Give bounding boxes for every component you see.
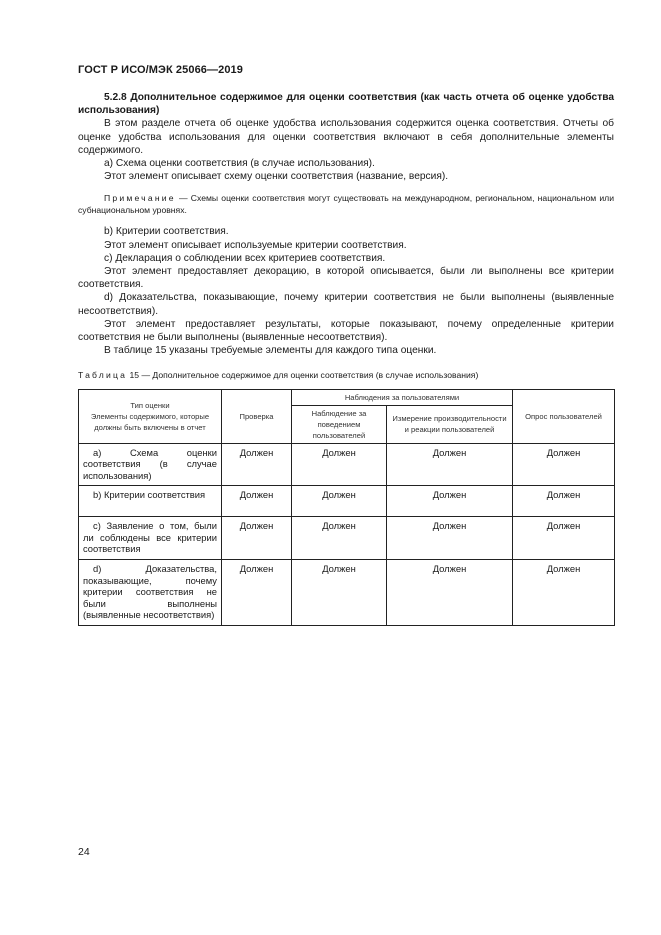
- page-number: 24: [78, 846, 90, 858]
- header-check: Проверка: [222, 389, 292, 443]
- list-item-c: с) Декларация о соблюдении всех критериев соответствия.: [104, 252, 386, 264]
- table-caption-label: Таблица: [78, 370, 128, 381]
- header-behavior-observation: Наблюдение за поведением пользователей: [292, 405, 387, 443]
- header-user-observations: Наблюдения за пользователями: [292, 389, 513, 405]
- cell-value: Должен: [222, 486, 292, 517]
- header-user-survey: Опрос пользователей: [513, 389, 615, 443]
- cell-value: Должен: [387, 517, 513, 560]
- row-label: а) Схема оценки соответствия (в случае использования): [79, 443, 222, 486]
- paragraph: Этот элемент предоставляет декорацию, в которой описывается, были ли выполнены все критерии соответствия.: [78, 266, 614, 291]
- cell-value: Должен: [222, 517, 292, 560]
- section-heading: 5.2.8 Дополнительное содержимое для оценки соответствия (как часть отчета об оценке удобства использования): [78, 92, 614, 117]
- row-label: с) Заявление о том, были ли соблюдены все критерии соответствия: [79, 517, 222, 560]
- cell-value: Должен: [513, 517, 615, 560]
- note: [78, 192, 614, 216]
- list-item-a: а) Схема оценки соответствия (в случае использования).: [104, 158, 375, 170]
- table-caption-text: 15 — Дополнительное содержимое для оценки соответствия (в случае использования): [127, 370, 479, 381]
- paragraph: Этот элемент описывает используемые критерии соответствия.: [104, 239, 407, 251]
- cell-value: Должен: [292, 486, 387, 517]
- header-content-elements: Элементы содержимого, которые должны быть включены в отчет: [90, 411, 210, 432]
- paragraph: В этом разделе отчета об оценке удобства использования содержится оценка соответствия. Отчеты об оценке удобства использования для оценки соответствия включают в себя дополнительные элементы содержимого.: [78, 118, 614, 156]
- cell-value: Должен: [513, 443, 615, 486]
- paragraph: В таблице 15 указаны требуемые элементы для каждого типа оценки.: [104, 345, 437, 357]
- row-label: b) Критерии соответствия: [79, 486, 222, 517]
- conformity-table: [78, 389, 615, 627]
- table-row: [79, 517, 615, 560]
- cell-value: Должен: [292, 443, 387, 486]
- table-caption: [78, 369, 614, 382]
- document-header: ГОСТ Р ИСО/МЭК 25066—2019: [78, 64, 243, 76]
- header-assessment-type: [79, 389, 222, 443]
- header-performance-measurement: Измерение производительности и реакции пользователей: [387, 405, 513, 443]
- cell-value: Должен: [387, 443, 513, 486]
- cell-value: Должен: [222, 443, 292, 486]
- paragraph: Этот элемент описывает схему оценки соответствия (название, версия).: [104, 171, 449, 183]
- paragraph: Этот элемент предоставляет результаты, которые показывают, почему определенные критерии соответствия не были выполнены (выявленные несоответствия).: [78, 318, 614, 344]
- list-item-b: b) Критерии соответствия.: [104, 226, 229, 238]
- note-text: — Схемы оценки соответствия могут существовать на международном, региональном, национальном или субнациональном уровнях.: [78, 193, 614, 216]
- cell-value: Должен: [292, 560, 387, 626]
- row-label: d) Доказательства, показывающие, почему критерии соответствия не были выполнены (выявленные несоответствия): [79, 560, 222, 626]
- cell-value: Должен: [513, 560, 615, 626]
- cell-value: Должен: [513, 486, 615, 517]
- cell-value: Должен: [222, 560, 292, 626]
- cell-value: Должен: [292, 517, 387, 560]
- table-row: [79, 486, 615, 517]
- cell-value: Должен: [387, 560, 513, 626]
- cell-value: Должен: [387, 486, 513, 517]
- note-label: Примечание: [104, 193, 176, 204]
- list-item-d: d) Доказательства, показывающие, почему критерии соответствия не были выполнены (выявленные несоответствия).: [78, 292, 614, 317]
- header-assessment-type-title: Тип оценки: [130, 400, 170, 410]
- table-row: [79, 443, 615, 486]
- page-content: [78, 91, 614, 626]
- table-row: [79, 560, 615, 626]
